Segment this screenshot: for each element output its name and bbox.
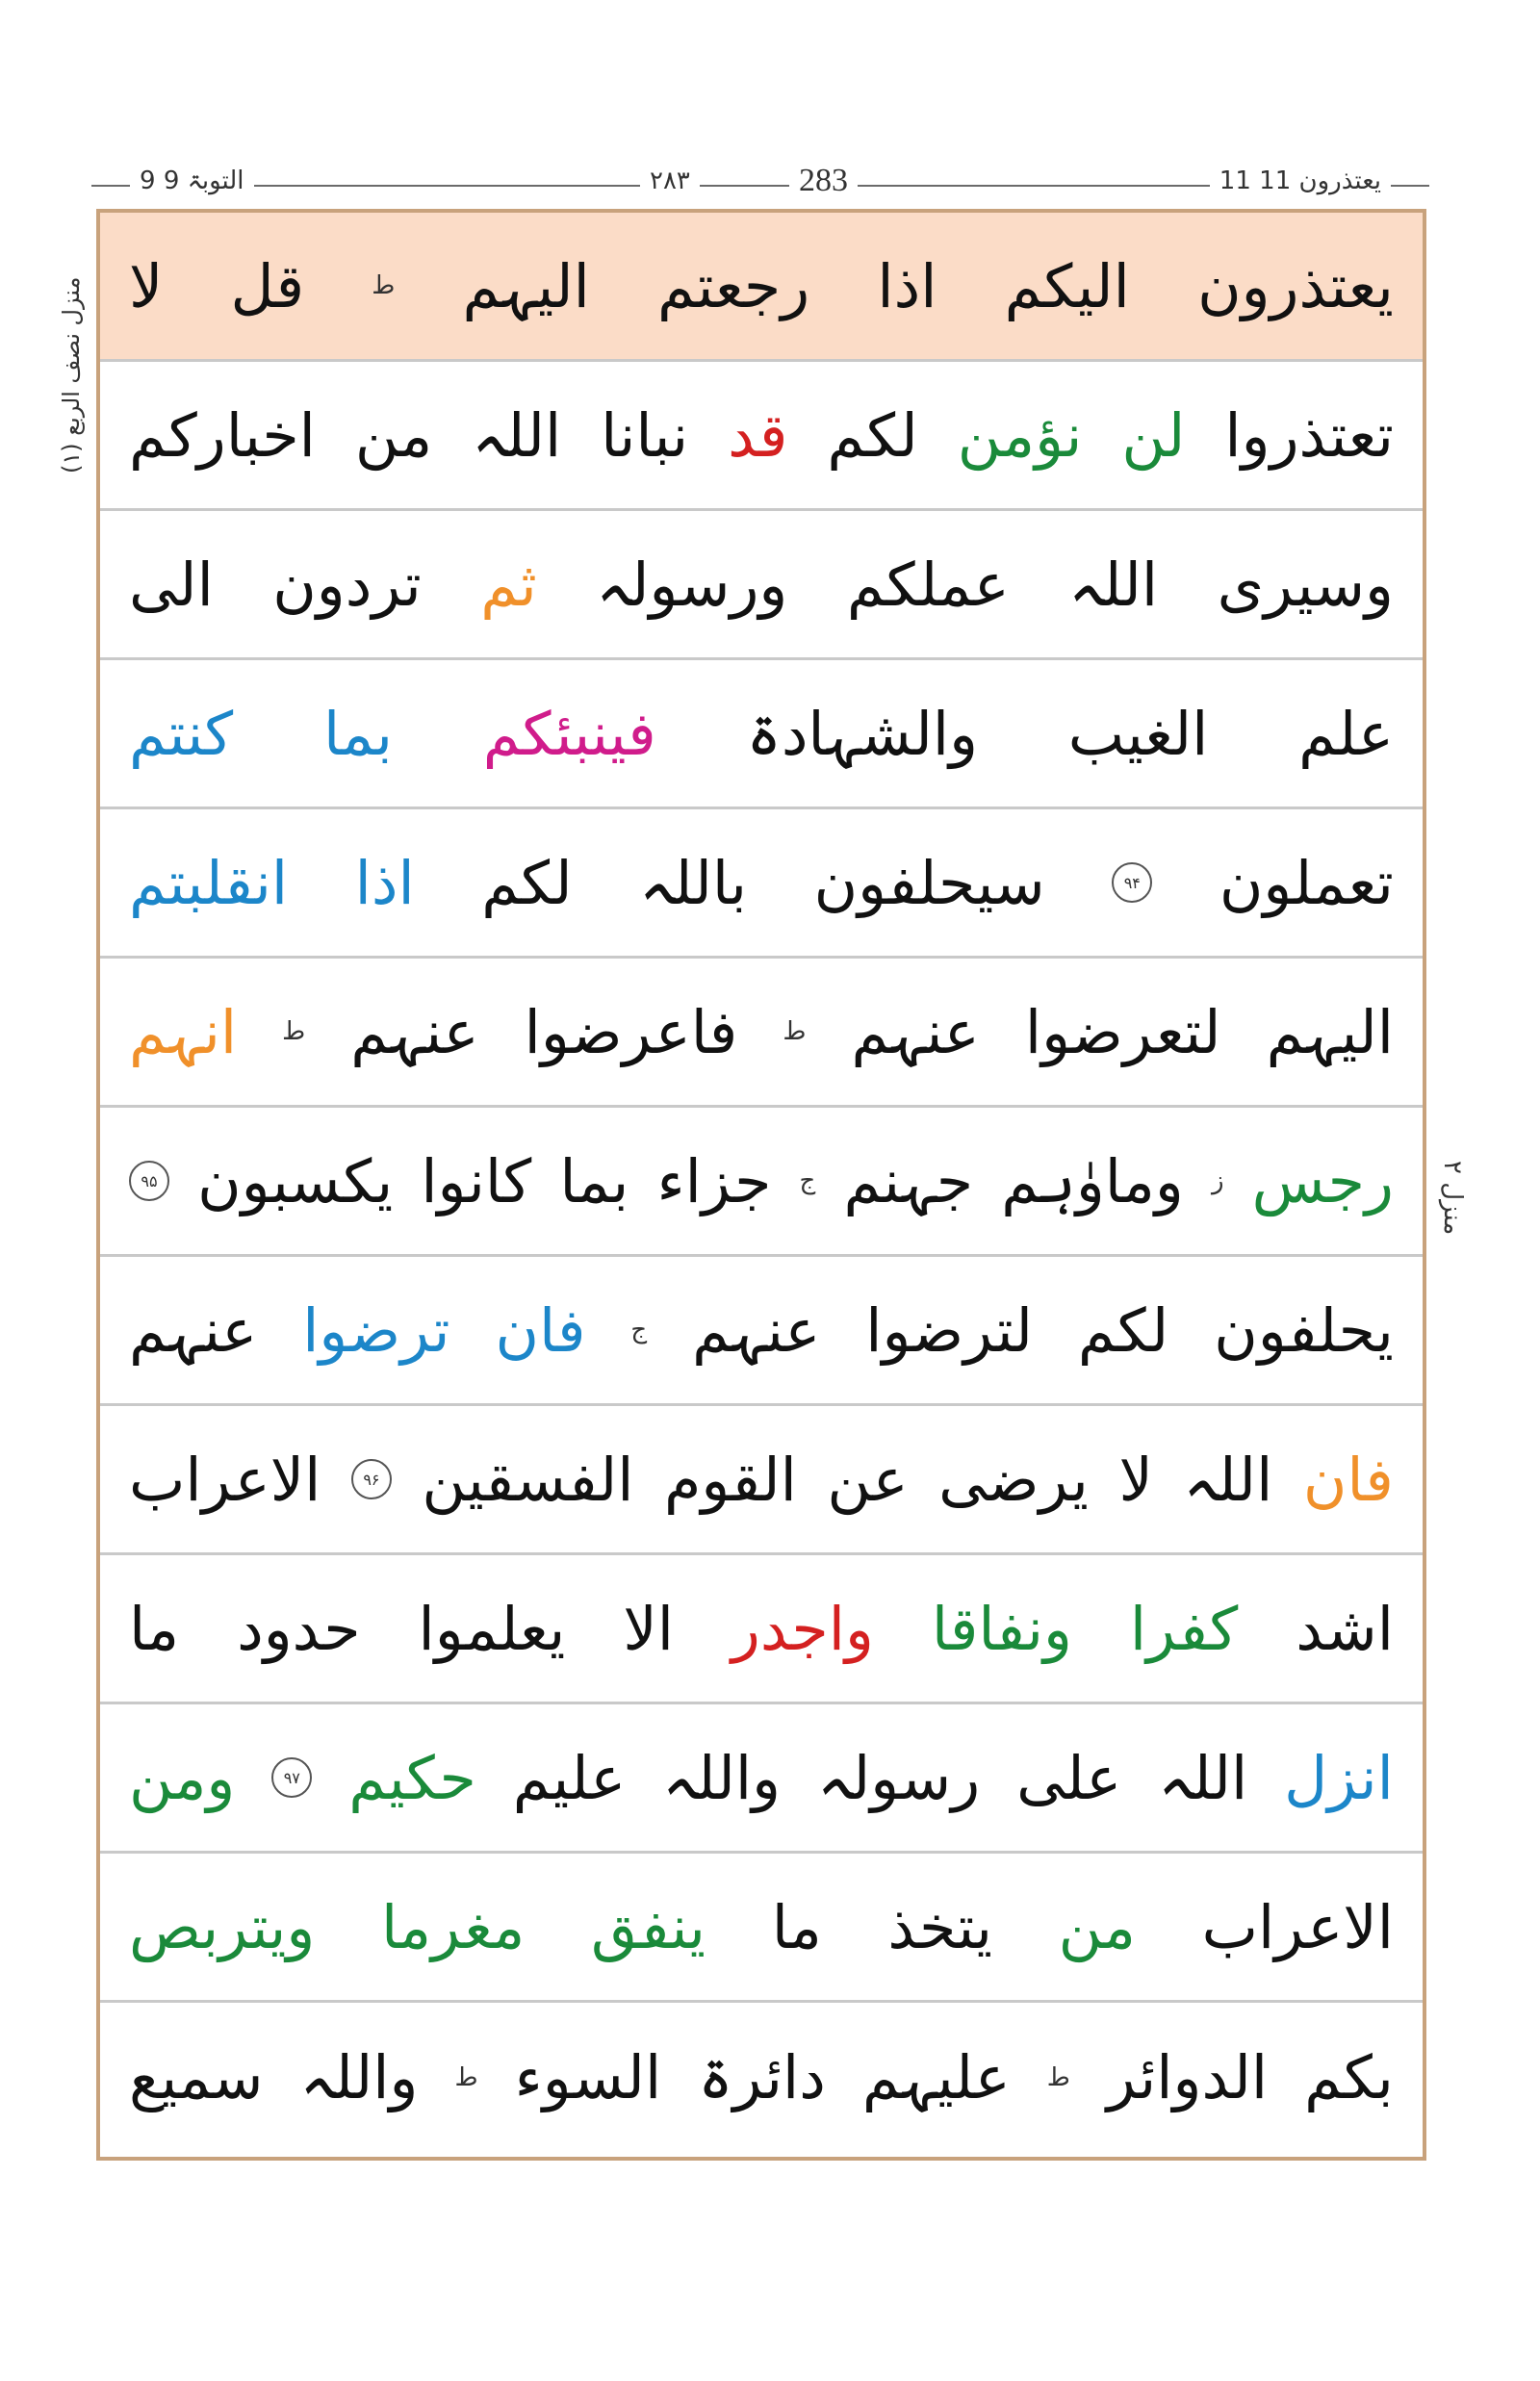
waqf-mark: ز xyxy=(1211,1166,1224,1195)
arabic-word: لا xyxy=(1118,1444,1153,1515)
text-line xyxy=(100,1704,1423,1854)
arabic-word: لا xyxy=(129,250,164,321)
arabic-word: الیہم xyxy=(1266,996,1394,1067)
arabic-word: وسیری xyxy=(1217,549,1394,620)
text-line xyxy=(100,1854,1423,2003)
arabic-word: نؤمن xyxy=(957,399,1083,471)
text-line xyxy=(100,1257,1423,1406)
arabic-word: لکم xyxy=(481,847,573,918)
arabic-word: عملکم xyxy=(846,549,1010,620)
arabic-word: عن xyxy=(827,1444,909,1515)
arabic-word: مغرما xyxy=(380,1891,526,1962)
arabic-word: رسولہ xyxy=(817,1742,981,1813)
ayah-number-marker: ۹۵ xyxy=(129,1161,169,1201)
side-note-left: (۱) منزل نصف الربع xyxy=(58,276,85,474)
arabic-word: الی xyxy=(129,549,214,620)
arabic-word: حکیم xyxy=(348,1742,476,1813)
header-page-number: 283 xyxy=(789,162,858,200)
arabic-word: اشد xyxy=(1296,1593,1394,1664)
quran-text-frame xyxy=(96,209,1426,2161)
arabic-word: ویتربص xyxy=(129,1891,316,1962)
arabic-word: ما xyxy=(129,1593,180,1664)
arabic-word: واللہ xyxy=(299,2042,419,2112)
arabic-word: والشہادۃ xyxy=(746,698,979,769)
waqf-mark: ط xyxy=(282,1017,306,1046)
arabic-word: رجعتم xyxy=(657,250,810,321)
ayah-number-marker: ۹۴ xyxy=(1112,862,1152,903)
arabic-word: الیہم xyxy=(462,250,590,321)
arabic-word: یعلموا xyxy=(418,1593,566,1664)
arabic-word: جزاء xyxy=(656,1145,772,1216)
text-line xyxy=(100,213,1423,362)
text-line xyxy=(100,1108,1423,1257)
arabic-word: دائرۃ xyxy=(698,2042,826,2112)
arabic-word: لترضوا xyxy=(865,1294,1033,1366)
arabic-word: الیکم xyxy=(1004,250,1130,321)
header-urdu-page-number: ۲۸۳ xyxy=(640,162,700,200)
arabic-word: ومن xyxy=(129,1742,236,1813)
waqf-mark: ج xyxy=(799,1166,816,1195)
arabic-word: رجس xyxy=(1251,1145,1394,1216)
arabic-word: اللہ xyxy=(1068,549,1159,620)
arabic-word: الاعراب xyxy=(1201,1891,1394,1962)
arabic-word: لکم xyxy=(827,399,918,471)
arabic-word: فاعرضوا xyxy=(524,996,738,1067)
arabic-word: عنہم xyxy=(692,1294,821,1366)
arabic-word: لتعرضوا xyxy=(1024,996,1221,1067)
arabic-word: بما xyxy=(559,1145,629,1216)
arabic-word: فان xyxy=(495,1294,586,1366)
arabic-word: بما xyxy=(322,698,393,769)
arabic-word: اللہ xyxy=(1183,1444,1273,1515)
arabic-word: یکسبون xyxy=(197,1145,394,1216)
text-line xyxy=(100,511,1423,660)
arabic-word: سمیع xyxy=(129,2042,264,2112)
arabic-word: قد xyxy=(728,399,788,471)
arabic-word: اللہ xyxy=(472,399,562,471)
waqf-mark: ط xyxy=(1046,2062,1070,2092)
waqf-mark: ط xyxy=(783,1017,807,1046)
arabic-word: لن xyxy=(1121,399,1186,471)
arabic-word: یعتذرون xyxy=(1197,250,1394,321)
arabic-word: تعملون xyxy=(1219,847,1394,918)
arabic-word: کفرا xyxy=(1129,1593,1239,1664)
arabic-word: فان xyxy=(1302,1444,1394,1515)
arabic-word: لکم xyxy=(1077,1294,1169,1366)
arabic-word: واجدر xyxy=(731,1593,874,1664)
arabic-word: بکم xyxy=(1304,2042,1394,2112)
arabic-word: باللہ xyxy=(639,847,748,918)
header-juz-name: 11 یعتذرون 11 xyxy=(1210,162,1391,200)
arabic-word: من xyxy=(354,399,433,471)
arabic-word: علیہم xyxy=(861,2042,1011,2112)
header-surah-name: 9 التوبۃ 9 xyxy=(130,162,254,200)
arabic-word: سیحلفون xyxy=(813,847,1045,918)
arabic-word: اذا xyxy=(877,250,937,321)
arabic-word: اذا xyxy=(354,847,415,918)
arabic-word: نبانا xyxy=(601,399,689,471)
text-line xyxy=(100,1406,1423,1555)
arabic-word: ثم xyxy=(480,549,537,620)
arabic-word: الدوائر xyxy=(1106,2042,1269,2112)
arabic-word: ونفاقا xyxy=(931,1593,1072,1664)
arabic-word: ترضوا xyxy=(302,1294,450,1366)
waqf-mark: ج xyxy=(630,1316,648,1344)
arabic-word: ینفق xyxy=(591,1891,706,1962)
arabic-word: کانوا xyxy=(421,1145,532,1216)
waqf-mark: ط xyxy=(372,271,396,300)
arabic-word: السوء xyxy=(514,2042,662,2112)
arabic-word: علم xyxy=(1298,698,1394,769)
arabic-word: عنہم xyxy=(129,1294,258,1366)
text-line xyxy=(100,2003,1423,2152)
text-line xyxy=(100,809,1423,959)
arabic-word: یرضی xyxy=(938,1444,1089,1515)
arabic-word: علی xyxy=(1016,1742,1122,1813)
arabic-word: یتخذ xyxy=(887,1891,992,1962)
text-line xyxy=(100,660,1423,809)
waqf-mark: ط xyxy=(454,2062,478,2092)
arabic-word: تردون xyxy=(272,549,422,620)
arabic-word: علیم xyxy=(512,1742,627,1813)
arabic-word: ما xyxy=(771,1891,822,1962)
ayah-number-marker: ۹۶ xyxy=(351,1459,392,1499)
arabic-word: عنہم xyxy=(350,996,479,1067)
arabic-word: جہنم xyxy=(843,1145,974,1216)
arabic-word: یحلفون xyxy=(1214,1294,1394,1366)
arabic-word: وماوٰہم xyxy=(1001,1145,1184,1216)
arabic-word: تعتذروا xyxy=(1224,399,1394,471)
arabic-word: انہم xyxy=(129,996,238,1067)
arabic-word: کنتم xyxy=(129,698,234,769)
text-line xyxy=(100,959,1423,1108)
arabic-word: حدود xyxy=(237,1593,361,1664)
arabic-word: فینبئکم xyxy=(482,698,656,769)
arabic-word: القوم xyxy=(664,1444,797,1515)
side-note-manzil: منزل ۲ xyxy=(1438,1161,1467,1236)
arabic-word: اللہ xyxy=(1158,1742,1248,1813)
page-header xyxy=(91,162,1429,204)
arabic-word: عنہم xyxy=(851,996,980,1067)
arabic-word: اخبارکم xyxy=(129,399,316,471)
arabic-word: ورسولہ xyxy=(596,549,788,620)
text-line xyxy=(100,1555,1423,1704)
arabic-word: الا xyxy=(623,1593,674,1664)
arabic-word: قل xyxy=(230,250,305,321)
arabic-word: انزل xyxy=(1284,1742,1394,1813)
ayah-number-marker: ۹۷ xyxy=(271,1757,312,1798)
arabic-word: انقلبتم xyxy=(129,847,289,918)
arabic-word: الغیب xyxy=(1067,698,1209,769)
arabic-word: من xyxy=(1058,1891,1136,1962)
arabic-word: الفسقین xyxy=(422,1444,634,1515)
arabic-word: الاعراب xyxy=(129,1444,321,1515)
arabic-word: واللہ xyxy=(662,1742,782,1813)
text-line xyxy=(100,362,1423,511)
